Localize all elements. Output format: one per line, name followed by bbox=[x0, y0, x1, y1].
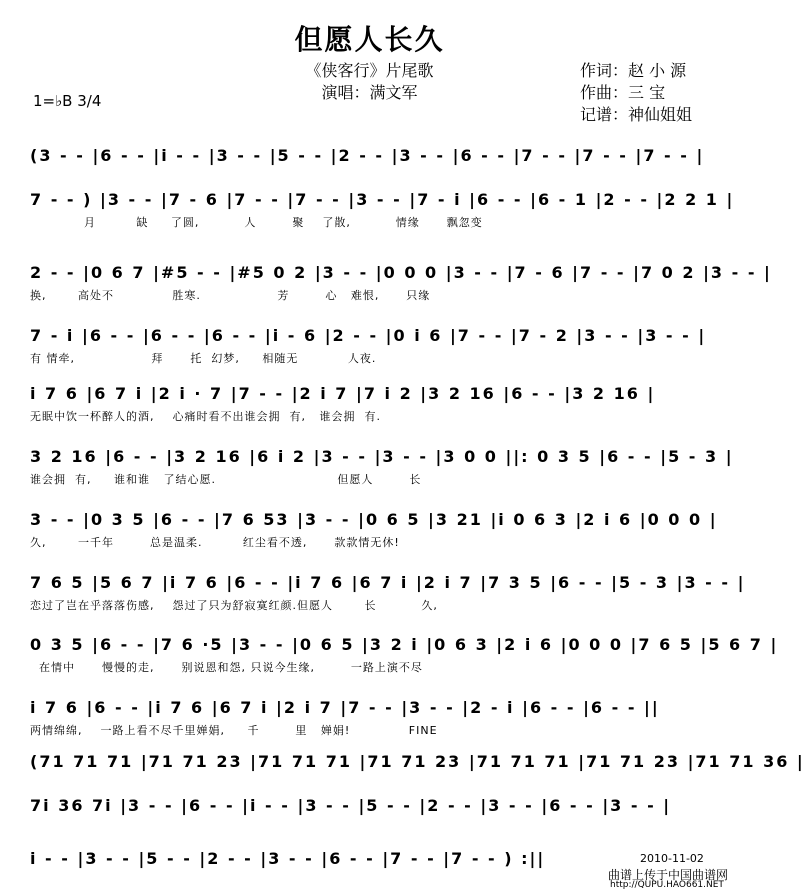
key-signature: 1=♭B 3/4 bbox=[33, 92, 102, 110]
lyrics-row: 谁会拥 有, 谁和谁 了结心愿. 但愿人 长 bbox=[30, 473, 422, 486]
lyrics-row: 月 缺 了圆, 人 聚 了散, 情缘 飘忽变 bbox=[30, 216, 483, 229]
song-title: 但愿人长久 bbox=[294, 23, 445, 56]
notation-row: 3 2 16 |6 - - |3 2 16 |6 i 2 |3 - - |3 - - |3 0 0 ||: 0 3 5 |6 - - |5 - 3 | bbox=[30, 447, 734, 466]
notation-row: i - - |3 - - |5 - - |2 - - |3 - - |6 - - |7 - - |7 - - ) :|| bbox=[30, 849, 546, 868]
notation-row: 2 - - |0 6 7 |#5 - - |#5 0 2 |3 - - |0 0 0 |3 - - |7 - 6 |7 - - |7 0 2 |3 - - | bbox=[30, 263, 772, 282]
lyrics-row: 在情中 慢慢的走, 别说恩和怨, 只说今生缘, 一路上演不尽 bbox=[30, 661, 423, 674]
site-url: http://QUPU.HAO661.NET bbox=[610, 880, 724, 890]
notation-row: i 7 6 |6 7 i |2 i · 7 |7 - - |2 i 7 |7 i 2 |3 2 16 |6 - - |3 2 16 | bbox=[30, 384, 656, 403]
song-subtitle: 《侠客行》片尾歌 bbox=[305, 61, 434, 80]
notation-row: (71 71 71 |71 71 23 |71 71 71 |71 71 23 |71 71 71 |71 71 23 |71 71 36 | bbox=[30, 752, 805, 771]
transcriber-credit: 记谱：神仙姐姐 bbox=[580, 105, 693, 124]
notation-row: 7 6 5 |5 6 7 |i 7 6 |6 - - |i 7 6 |6 7 i |2 i 7 |7 3 5 |6 - - |5 - 3 |3 - - | bbox=[30, 573, 746, 592]
notation-row: i 7 6 |6 - - |i 7 6 |6 7 i |2 i 7 |7 - - |3 - - |2 - i |6 - - |6 - - || bbox=[30, 698, 660, 717]
lyrics-row: 久, 一千年 总是温柔. 红尘看不透, 款款情无休! bbox=[30, 536, 400, 549]
lyricist-credit: 作词：赵 小 源 bbox=[580, 61, 687, 80]
singer-credit: 演唱：满文军 bbox=[321, 83, 418, 102]
lyrics-row: 有 情牵, 拜 托 幻梦, 相随无 人夜. bbox=[30, 352, 377, 365]
date-label: 2010-11-02 bbox=[640, 852, 704, 865]
notation-row: 7 - i |6 - - |6 - - |6 - - |i - 6 |2 - - |0 i 6 |7 - - |7 - 2 |3 - - |3 - - | bbox=[30, 326, 707, 345]
site-label: 曲谱上传于中国曲谱网 bbox=[608, 868, 729, 882]
notation-row: 3 - - |0 3 5 |6 - - |7 6 53 |3 - - |0 6 5 |3 21 |i 0 6 3 |2 i 6 |0 0 0 | bbox=[30, 510, 718, 529]
notation-row: 0 3 5 |6 - - |7 6 ·5 |3 - - |0 6 5 |3 2 i |0 6 3 |2 i 6 |0 0 0 |7 6 5 |5 6 7 | bbox=[30, 635, 779, 654]
lyrics-row: 换, 高处不 胜寒. 芳 心 难恨, 只缘 bbox=[30, 289, 431, 302]
lyrics-row: 两情绵绵, 一路上看不尽千里婵娟, 千 里 婵娟! FINE bbox=[30, 724, 438, 737]
notation-row: 7 - - ) |3 - - |7 - 6 |7 - - |7 - - |3 - - |7 - i |6 - - |6 - 1 |2 - - |2 2 1 | bbox=[30, 190, 735, 209]
notation-row: 7i 36 7i |3 - - |6 - - |i - - |3 - - |5 - - |2 - - |3 - - |6 - - |3 - - | bbox=[30, 796, 672, 815]
lyrics-row: 恋过了岂在乎落落伤感, 怨过了只为舒寂寞红颜.但愿人 长 久, bbox=[30, 599, 438, 612]
notation-row: (3 - - |6 - - |i - - |3 - - |5 - - |2 - - |3 - - |6 - - |7 - - |7 - - |7 - - | bbox=[30, 146, 705, 165]
lyrics-row: 无眠中饮一杯醉人的酒, 心痛时看不出谁会拥 有, 谁会拥 有. bbox=[30, 410, 381, 423]
composer-credit: 作曲：三 宝 bbox=[580, 83, 666, 102]
